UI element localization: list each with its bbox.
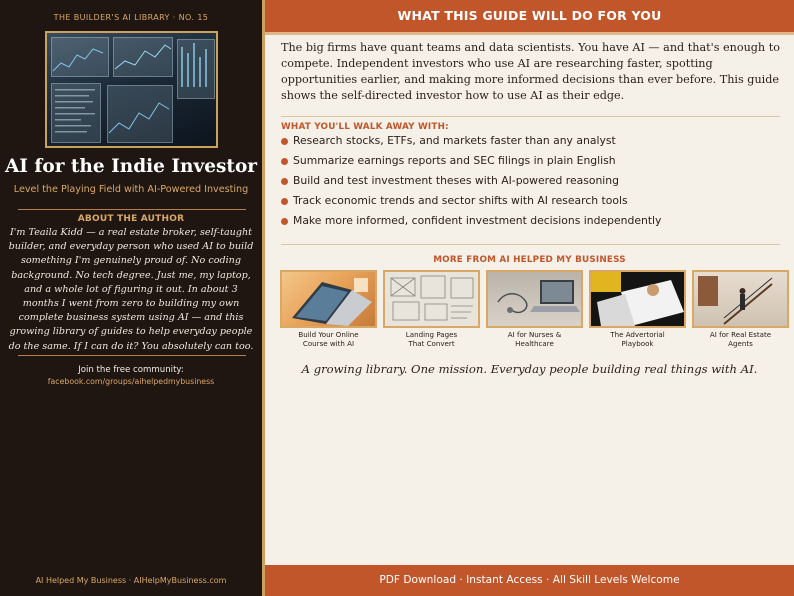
list-item xyxy=(281,173,781,193)
header-underline xyxy=(265,32,794,35)
about-heading: ABOUT THE AUTHOR xyxy=(77,214,185,224)
about-text: I'm Teaila Kidd — a real estate broker, self-taught builder, and everyday person who used AI to build something I'm genuinely proud of. No coding background. No tech degree. Just me, my laptop, and a whole lot of figuring it out. In about 3 months I went from zero to building my own complete business system using AI — and this growing library of guides to help everyday people do the same. If I can do it? You absolutely can too. xyxy=(8,227,254,352)
benefits-list xyxy=(281,133,781,233)
book-title-line: AI for Nurses & xyxy=(507,330,562,339)
more-heading: MORE FROM AI HELPED MY BUSINESS xyxy=(433,255,626,265)
page-subtitle: Level the Playing Field with AI-Powered Investing xyxy=(13,184,249,195)
book-title-line: AI for Real Estate xyxy=(709,330,772,339)
wireframe-icon xyxy=(385,272,478,326)
bullet-icon xyxy=(281,138,288,145)
cover-image xyxy=(45,31,218,148)
book-card[interactable] xyxy=(383,270,480,348)
intro-paragraph: The big firms have quant teams and data scientists. You have AI — and that's enough to compete. Independent investors who use AI are researching faster, spotting opportunities earlier, and making more informed decisions than ever before. This guide shows the self-directed investor how to use AI as their edge. xyxy=(281,41,780,102)
bullet-icon xyxy=(281,158,288,165)
benefits-heading: WHAT YOU'LL WALK AWAY WITH: xyxy=(281,122,449,132)
book-card[interactable] xyxy=(692,270,789,348)
tagline: A growing library. One mission. Everyday people building real things with AI. xyxy=(301,362,758,376)
cover-chart-lines xyxy=(47,33,218,148)
book-thumbnail xyxy=(486,270,583,328)
section-header: WHAT THIS GUIDE WILL DO FOR YOU xyxy=(265,0,794,32)
book-thumbnail xyxy=(383,270,480,328)
list-item xyxy=(281,213,781,233)
book-card[interactable] xyxy=(589,270,686,348)
book-thumbnail xyxy=(692,270,789,328)
list-item xyxy=(281,153,781,173)
stethoscope-icon xyxy=(488,272,581,326)
list-item-text: Build and test investment theses with AI-powered reasoning xyxy=(293,174,619,187)
left-panel xyxy=(0,0,262,596)
divider xyxy=(18,355,246,356)
book-title-line: Healthcare xyxy=(515,339,554,348)
join-text: Join the free community: xyxy=(78,365,184,375)
book-title-line: Agents xyxy=(728,339,753,348)
right-panel xyxy=(265,0,794,596)
list-item-text: Research stocks, ETFs, and markets faster than any analyst xyxy=(293,134,616,147)
book-gallery xyxy=(280,270,790,350)
list-item-text: Summarize earnings reports and SEC filings in plain English xyxy=(293,154,616,167)
page-title: AI for the Indie Investor xyxy=(4,156,258,177)
staircase-icon xyxy=(694,272,787,326)
book-title-line: That Convert xyxy=(408,339,455,348)
book-card[interactable] xyxy=(280,270,377,348)
divider xyxy=(18,209,246,210)
book-title-line: The Advertorial xyxy=(610,330,665,339)
book-thumbnail xyxy=(589,270,686,328)
bullet-icon xyxy=(281,198,288,205)
list-item-text: Track economic trends and sector shifts with AI research tools xyxy=(293,194,628,207)
book-title-line: Course with AI xyxy=(302,339,355,348)
divider xyxy=(281,116,780,117)
community-link[interactable]: facebook.com/groups/aihelpedmybusiness xyxy=(47,377,215,386)
laptop-icon xyxy=(282,272,375,326)
left-footer: AI Helped My Business · AIHelpMyBusiness.com xyxy=(35,576,227,585)
bullet-icon xyxy=(281,178,288,185)
series-label: THE BUILDER'S AI LIBRARY · NO. 15 xyxy=(53,13,209,22)
book-card[interactable] xyxy=(486,270,583,348)
book-title-line: Landing Pages xyxy=(405,330,458,339)
footer-bar: PDF Download · Instant Access · All Skill Levels Welcome xyxy=(265,565,794,596)
list-item xyxy=(281,133,781,153)
book-title-line: Playbook xyxy=(621,339,654,348)
book-thumbnail xyxy=(280,270,377,328)
document-icon xyxy=(591,272,684,326)
bullet-icon xyxy=(281,218,288,225)
divider xyxy=(281,244,780,245)
list-item xyxy=(281,193,781,213)
book-title-line: Build Your Online xyxy=(298,330,359,339)
list-item-text: Make more informed, confident investment decisions independently xyxy=(293,214,662,227)
